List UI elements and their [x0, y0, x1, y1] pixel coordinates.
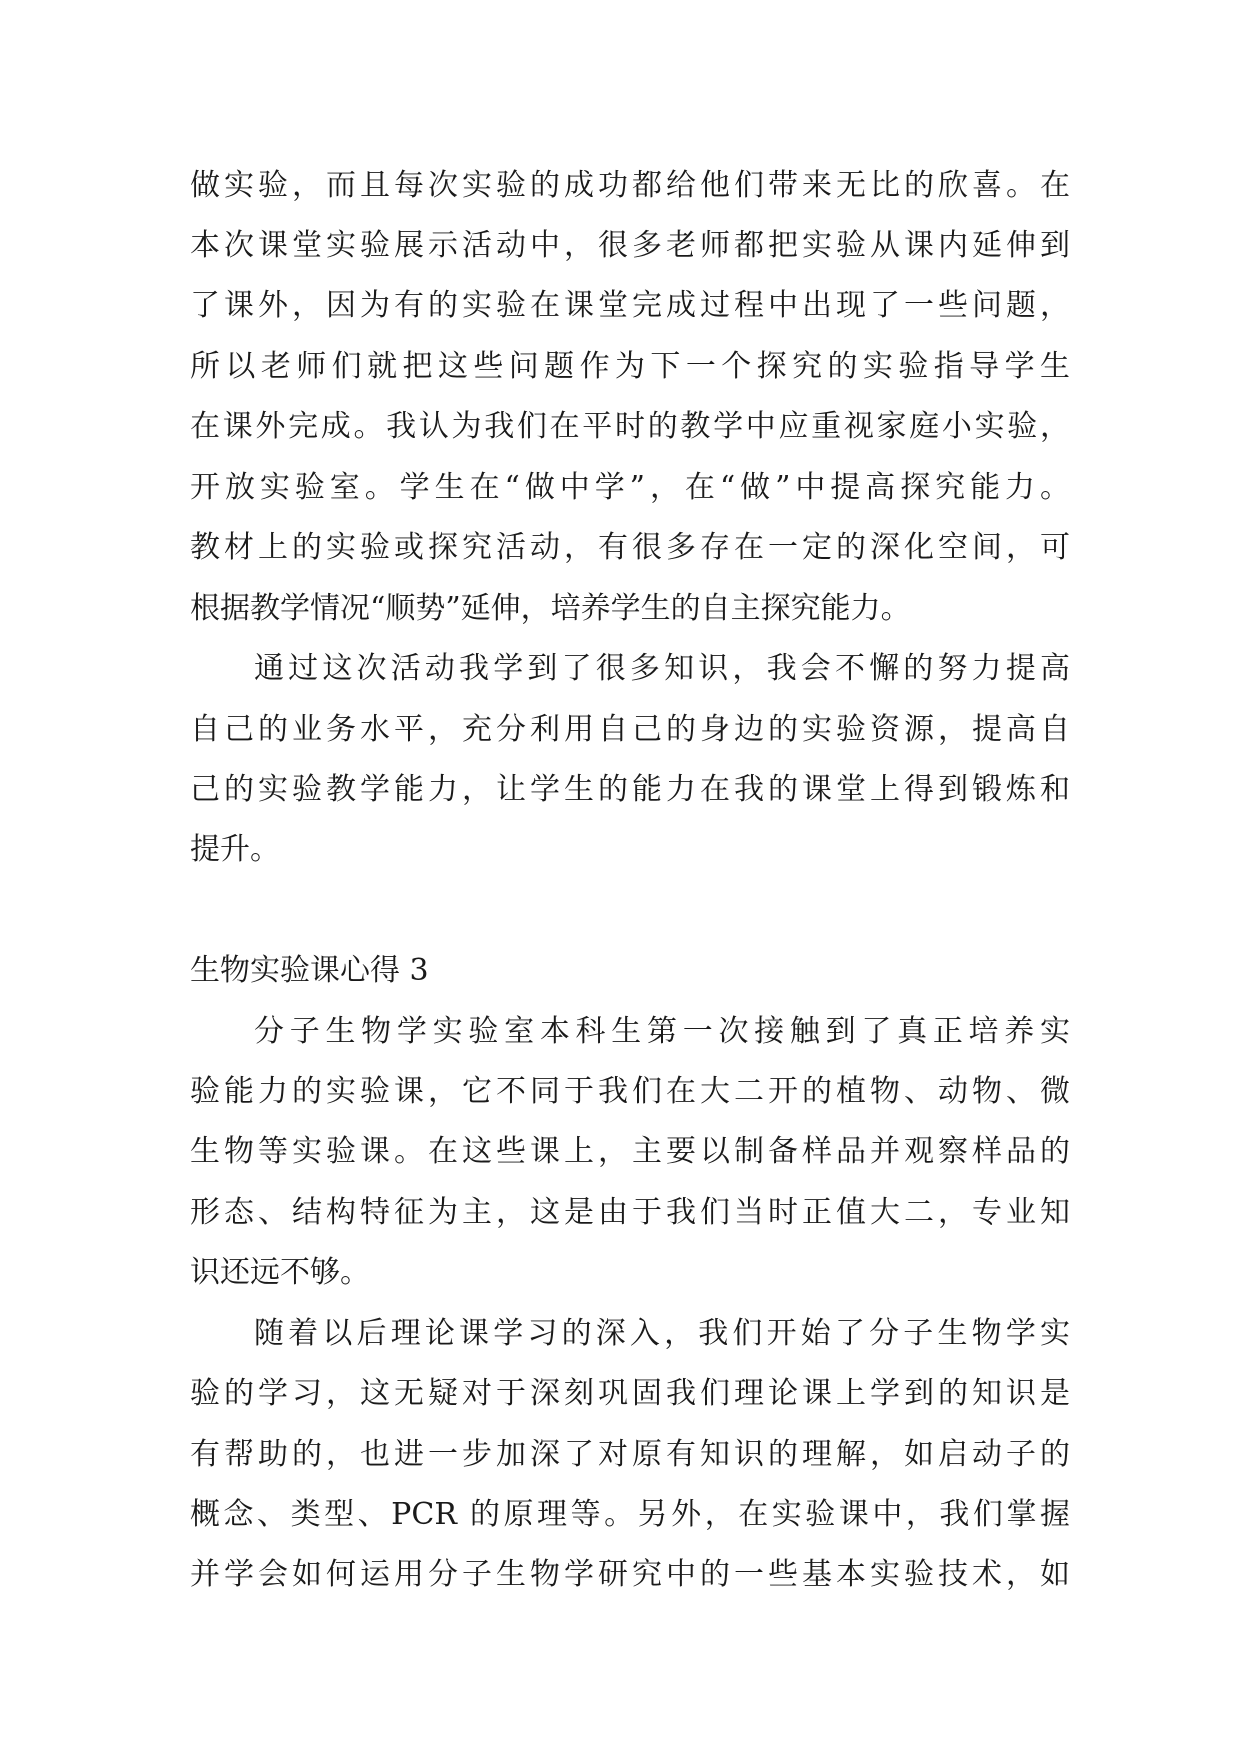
text-line: 了课外，因为有的实验在课堂完成过程中出现了一些问题， — [190, 288, 1070, 323]
text-line: 己的实验教学能力，让学生的能力在我的课堂上得到锻炼和 — [190, 772, 1070, 807]
text-line: 做实验，而且每次实验的成功都给他们带来无比的欣喜。在 — [190, 168, 1070, 203]
text-line: 自己的业务水平，充分利用自己的身边的实验资源，提高自 — [190, 712, 1070, 747]
text-line: 在课外完成。我认为我们在平时的教学中应重视家庭小实验， — [190, 409, 1070, 444]
text-line: 提升。 — [190, 832, 280, 867]
paragraph-first-line: 随着以后理论课学习的深入，我们开始了分子生物学实 — [254, 1316, 1070, 1351]
text-line: 有帮助的，也进一步加深了对原有知识的理解，如启动子的 — [190, 1437, 1070, 1472]
text-line: 验能力的实验课，它不同于我们在大二开的植物、动物、微 — [190, 1074, 1070, 1109]
text-line: 概念、类型、PCR 的原理等。另外，在实验课中，我们掌握 — [190, 1497, 1070, 1532]
text-line: 开放实验室。学生在“做中学”，在“做”中提高探究能力。 — [190, 470, 1070, 505]
paragraph-first-line: 分子生物学实验室本科生第一次接触到了真正培养实 — [254, 1014, 1070, 1049]
paragraph-first-line: 通过这次活动我学到了很多知识，我会不懈的努力提高 — [254, 651, 1070, 686]
text-line: 生物等实验课。在这些课上，主要以制备样品并观察样品的 — [190, 1134, 1070, 1169]
text-line: 教材上的实验或探究活动，有很多存在一定的深化空间，可 — [190, 530, 1070, 565]
text-line: 根据教学情况“顺势”延伸，培养学生的自主探究能力。 — [190, 591, 911, 626]
text-line: 本次课堂实验展示活动中，很多老师都把实验从课内延伸到 — [190, 228, 1070, 263]
text-line: 形态、结构特征为主，这是由于我们当时正值大二，专业知 — [190, 1195, 1070, 1230]
text-line: 验的学习，这无疑对于深刻巩固我们理论课上学到的知识是 — [190, 1376, 1070, 1411]
text-line: 并学会如何运用分子生物学研究中的一些基本实验技术，如 — [190, 1557, 1070, 1592]
section-heading: 生物实验课心得 3 — [190, 953, 429, 988]
text-line: 识还远不够。 — [190, 1255, 370, 1290]
text-line: 所以老师们就把这些问题作为下一个探究的实验指导学生 — [190, 349, 1070, 384]
